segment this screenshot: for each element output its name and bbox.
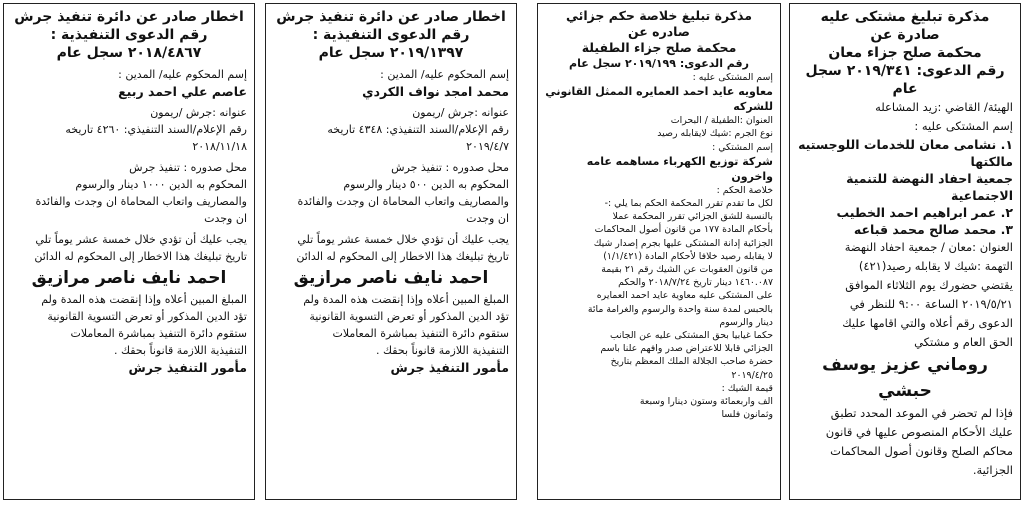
creditor-name: احمد نايف ناصر مرازيق bbox=[31, 268, 227, 288]
summary-line: من قانون العقوبات عن الشيك رقم ٢١ بقيمة bbox=[601, 264, 773, 276]
crime-type: نوع الجرم :شيك لايقابله رصيد bbox=[657, 128, 773, 140]
charge: التهمة :شيك لا يقابله رصيد(٤٢١) bbox=[858, 259, 1013, 273]
amount-line: والمصاريف واتعاب المحاماة ان وجدت والفائدة bbox=[297, 195, 509, 208]
instrument-line: ٢٠١٨/١١/١٨ bbox=[192, 140, 247, 153]
debtor-name: عاصم علي احمد ربيع bbox=[118, 84, 247, 99]
notice-title: مذكرة تبليغ خلاصة حكم جزائي صادره عن bbox=[566, 8, 752, 39]
court-name: محكمة صلح جزاء الطفيلة bbox=[581, 40, 737, 55]
notice-line: محاكم الصلح وقانون أصول المحاكمات bbox=[830, 444, 1013, 458]
execution-case-label: رقم الدعوى التنفيذية : bbox=[312, 27, 470, 43]
amount-line: المحكوم به الدين ١٠٠٠ دينار والرسوم bbox=[75, 178, 247, 191]
warning-line: التنفيذية اللازمة قانوناً بحقك . bbox=[114, 344, 247, 357]
notice-maan-court bbox=[789, 3, 1021, 500]
debtor-label: إسم المحكوم عليه/ المدين : bbox=[118, 68, 247, 81]
notice-title: اخطار صادر عن دائرة تنفيذ جرش bbox=[276, 9, 506, 25]
summary-line: حكما غيابيا بحق المشتكى عليه عن الجانب bbox=[609, 330, 773, 342]
case-number: ٢٠١٨/٤٨٦٧ سجل عام bbox=[56, 45, 202, 61]
summary-line: على المشتكى عليه معاوية عايد احمد العمايره bbox=[596, 290, 773, 302]
warning-line: تؤد الدين المذكور أو تعرض التسوية القانونية bbox=[47, 310, 247, 323]
creditor-name: احمد نايف ناصر مرازيق bbox=[293, 268, 489, 288]
defendant-line: ٢. عمر ابراهيم احمد الخطيب bbox=[836, 205, 1013, 220]
amount-line: المحكوم به الدين ٥٠٠ دينار والرسوم bbox=[343, 178, 509, 191]
summary-line: ١٤٦٠.٠٨٧ دينار تاريخ ٢٠١٨/٧/٢٤ والحكم bbox=[618, 277, 773, 289]
defendant-line: جمعية احفاد النهضة للتنمية الاجتماعية bbox=[846, 171, 1013, 203]
case-number: رقم الدعوى: ٢٠١٩/٣٤١ سجل عام bbox=[805, 63, 1005, 97]
issued-at: محل صدوره : تنفيذ جرش bbox=[129, 161, 247, 174]
payment-line: تاريخ تبليغك هذا الاخطار إلى المحكوم له الدائن bbox=[34, 250, 247, 263]
body-line: الدعوى رقم أعلاه والتي اقامها عليك bbox=[842, 316, 1013, 330]
summary-line: حضرة صاحب الجلالة الملك المعظم بتاريخ bbox=[610, 356, 773, 368]
signature: مأمور التنفيذ جرش bbox=[390, 360, 509, 375]
notice-title: اخطار صادر عن دائرة تنفيذ جرش bbox=[14, 9, 244, 25]
payment-line: يجب عليك أن تؤدي خلال خمسة عشر يوماً تلي bbox=[35, 233, 247, 246]
summary-line: دينار والرسوم bbox=[719, 316, 773, 328]
defendant-line: معاويه عايد احمد العمايره الممثل القانوني bbox=[545, 85, 773, 99]
summary-line: بالحبس لمدة سنة واحدة والرسوم والغرامة مائة bbox=[587, 303, 773, 315]
case-number: رقم الدعوى: ٢٠١٩/١٩٩ سجل عام bbox=[569, 57, 749, 70]
summary-line: ٢٠١٩/٤/٢٥ bbox=[731, 369, 773, 381]
summary-label: خلاصة الحكم : bbox=[716, 184, 773, 196]
complainant-name: روماني عزيز يوسف حبشي bbox=[822, 355, 988, 401]
amount-line: والمصاريف واتعاب المحاماة ان وجدت والفائدة bbox=[35, 195, 247, 208]
defendant-label: إسم المشتكى عليه : bbox=[692, 72, 773, 83]
body-line: يقتضي حضورك يوم الثلاثاء الموافق bbox=[845, 278, 1013, 292]
warning-line: ستقوم دائرة التنفيذ بمباشرة المعاملات bbox=[70, 327, 247, 340]
notice-line: الجزائية. bbox=[972, 463, 1013, 477]
defendants-label: إسم المشتكى عليه : bbox=[914, 119, 1013, 133]
body-line: الحق العام و مشتكي bbox=[914, 335, 1013, 349]
address: العنوان :الطفيلة / البحرات bbox=[670, 115, 773, 127]
instrument-line: رقم الإعلام/السند التنفيذي: ٤٢٦٠ تاريخه bbox=[65, 123, 247, 136]
address: عنوانه :جرش /ريمون bbox=[412, 106, 509, 119]
summary-line: بأحكام المادة ١٧٧ من قانون أصول المحاكمات bbox=[594, 224, 773, 236]
payment-line: يجب عليك أن تؤدي خلال خمسة عشر يوماً تلي bbox=[297, 233, 509, 246]
cheque-value: وثمانون فلسا bbox=[721, 409, 773, 421]
notice-tafilah-judgment bbox=[537, 3, 781, 500]
case-number: ٢٠١٩/١٣٩٧ سجل عام bbox=[318, 45, 464, 61]
body-line: ٢٠١٩/٥/٢١ الساعة ٩:٠٠ للنظر في bbox=[849, 297, 1013, 311]
warning-line: تؤد الدين المذكور أو تعرض التسوية القانونية bbox=[309, 310, 509, 323]
cheque-label: قيمة الشيك : bbox=[721, 382, 773, 394]
warning-line: المبلغ المبين أعلاه وإذا إنقضت هذه المدة ولم bbox=[41, 293, 247, 306]
warning-line: التنفيذية اللازمة قانوناً بحقك . bbox=[376, 344, 509, 357]
summary-line: الجزائي قابلا للاعتراض صدر وافهم علنا باسم bbox=[600, 343, 773, 355]
notice-title: مذكرة تبليغ مشتكى عليه صادرة عن bbox=[820, 9, 990, 43]
defendant-line: ١. نشامى معان للخدمات اللوجستيه مالكتها bbox=[798, 137, 1013, 169]
instrument-line: ٢٠١٩/٤/٧ bbox=[466, 140, 509, 153]
summary-line: لكل ما تقدم تقرر المحكمة الحكم بما يلي :- bbox=[604, 198, 773, 210]
notice-jerash-execution-1397 bbox=[265, 3, 517, 500]
complainant-name: شركة توزيع الكهرباء مساهمه عامه واخرون bbox=[586, 154, 773, 183]
amount-line: ان وجدت bbox=[466, 212, 509, 225]
notice-jerash-execution-4867 bbox=[3, 3, 255, 500]
cheque-value: الف واربعمائة وستون دينارا وسبعة bbox=[639, 396, 773, 408]
warning-line: المبلغ المبين أعلاه وإذا إنقضت هذه المدة ولم bbox=[303, 293, 509, 306]
summary-line: الجزائية إدانة المشتكى عليها بجرم إصدار شيك bbox=[593, 237, 773, 249]
debtor-name: محمد امجد نواف الكردي bbox=[362, 84, 509, 99]
execution-case-label: رقم الدعوى التنفيذية : bbox=[50, 27, 208, 43]
amount-line: ان وجدت bbox=[204, 212, 247, 225]
instrument-line: رقم الإعلام/السند التنفيذي: ٤٣٤٨ تاريخه bbox=[327, 123, 509, 136]
notice-line: فإذا لم تحضر في الموعد المحدد تطبق bbox=[830, 406, 1013, 420]
notice-line: عليك الأحكام المنصوص عليها في قانون bbox=[825, 425, 1013, 439]
debtor-label: إسم المحكوم عليه/ المدين : bbox=[380, 68, 509, 81]
payment-line: تاريخ تبليغك هذا الاخطار إلى المحكوم له الدائن bbox=[296, 250, 509, 263]
panel-judge: الهيئة/ القاضي :زيد المشاعله bbox=[875, 100, 1013, 114]
warning-line: ستقوم دائرة التنفيذ بمباشرة المعاملات bbox=[332, 327, 509, 340]
summary-line: بالنسبة للشق الجزائي تقرر المحكمة عملا bbox=[612, 211, 773, 223]
complainant-label: إسم المشتكي : bbox=[712, 141, 773, 153]
address: العنوان :معان / جمعية احفاد النهضة bbox=[844, 240, 1013, 254]
defendant-line: للشركه bbox=[733, 100, 773, 114]
summary-line: لا يقابله رصيد خلافا لأحكام المادة (١/١/٤٢١) bbox=[603, 250, 773, 262]
signature: مأمور التنفيذ جرش bbox=[128, 360, 247, 375]
court-name: محكمة صلح جزاء معان bbox=[828, 45, 982, 61]
address: عنوانه :جرش /ريمون bbox=[150, 106, 247, 119]
defendant-line: ٣. محمد صالح محمد قباعه bbox=[853, 222, 1013, 237]
issued-at: محل صدوره : تنفيذ جرش bbox=[391, 161, 509, 174]
